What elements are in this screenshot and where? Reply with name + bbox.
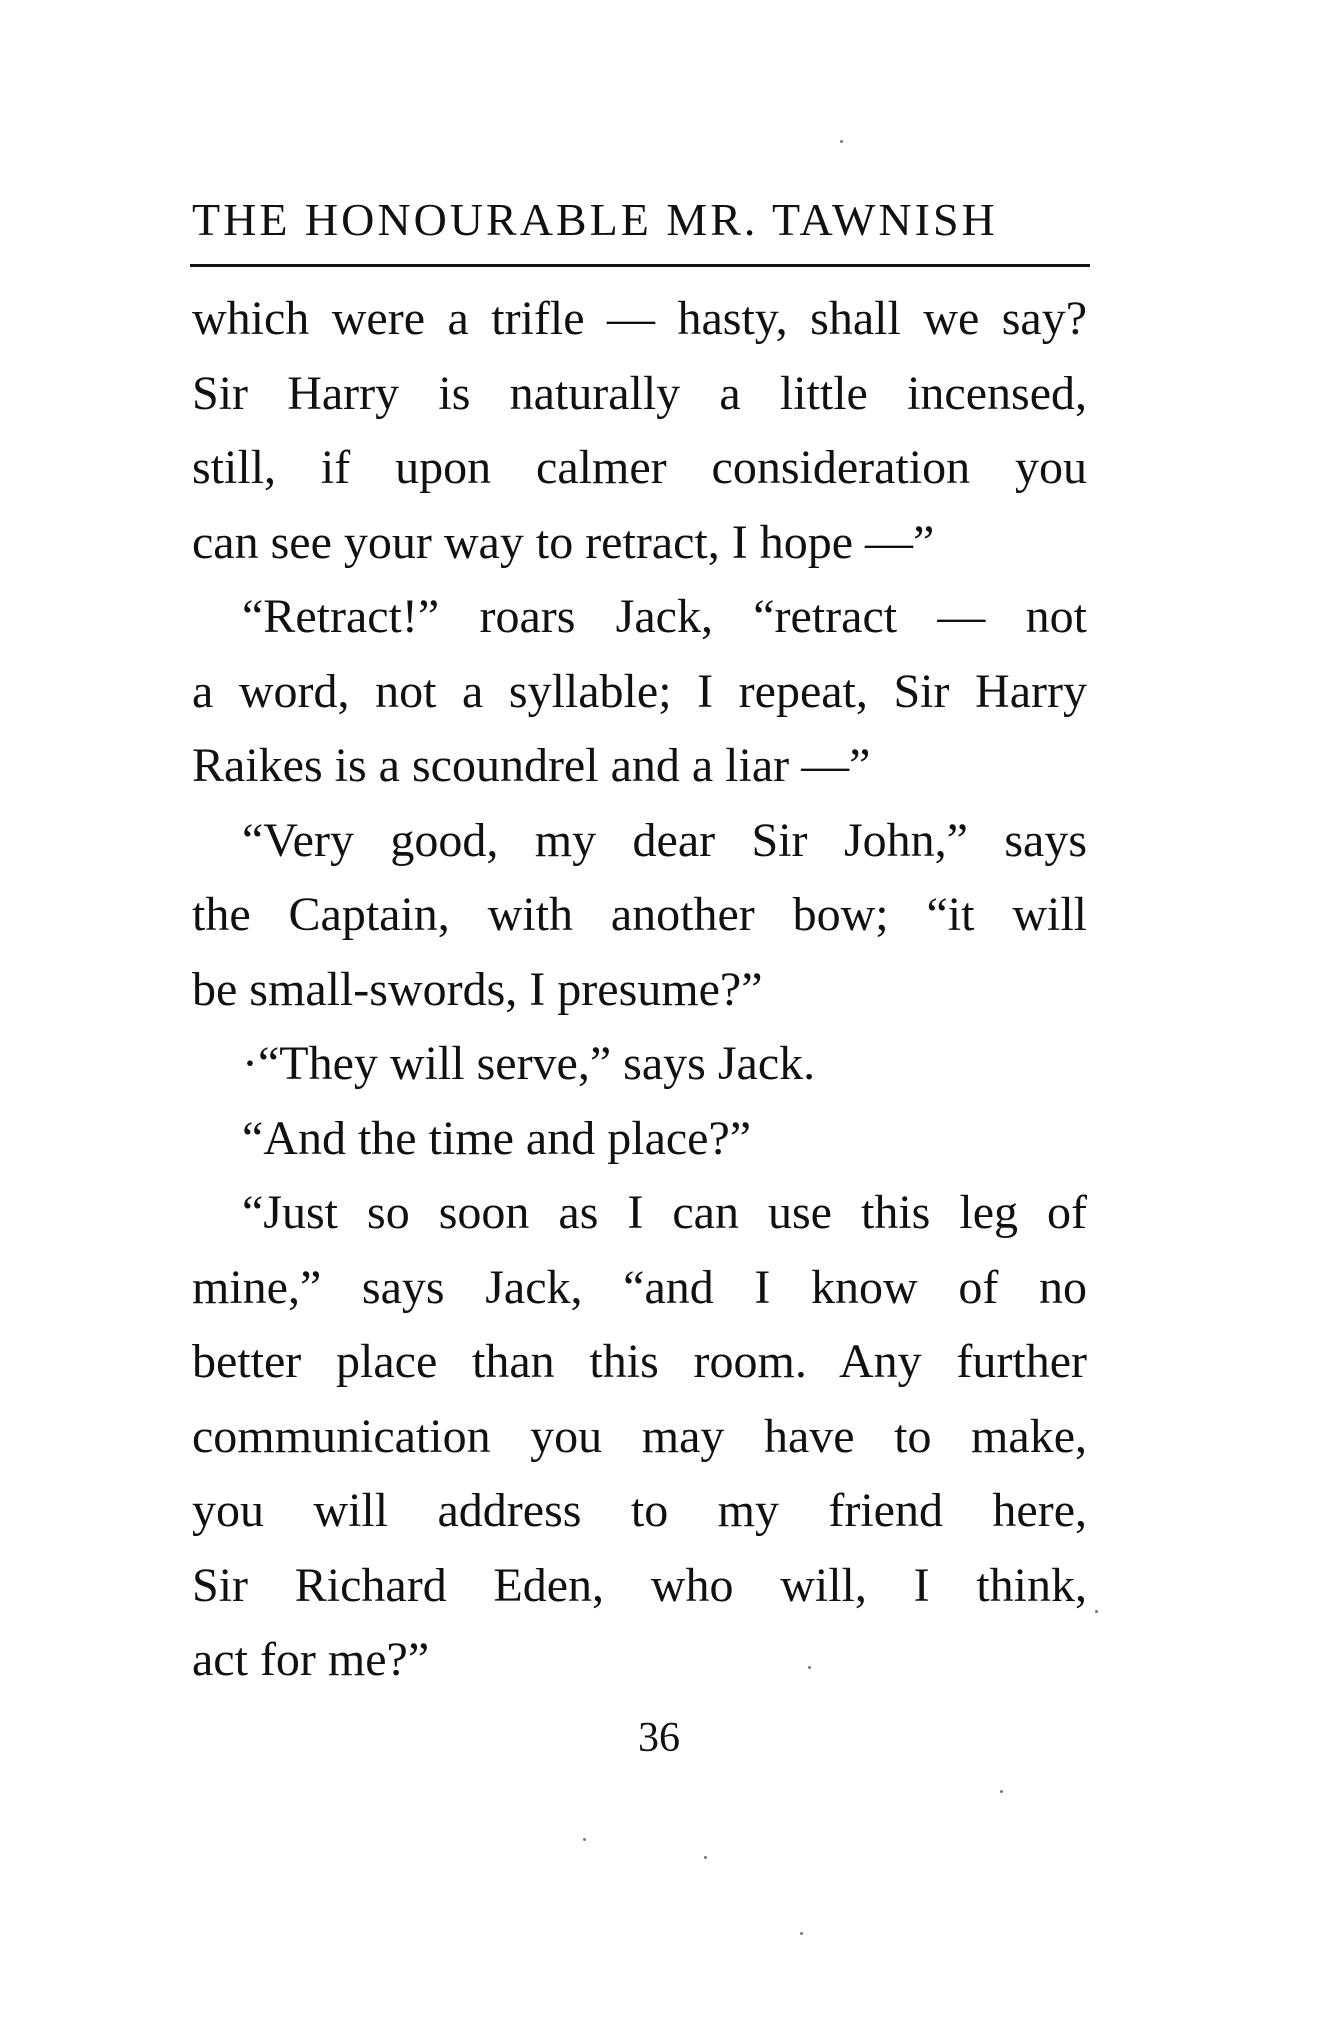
body-text (192, 282, 1087, 1698)
text-line: Sir Harry is naturally a little incensed, (192, 366, 1087, 420)
text-line: which were a trifle — hasty, shall we say? (192, 292, 1087, 345)
text-line: still, if upon calmer consideration you (192, 441, 1087, 494)
text-line: communication you may have to make, (192, 1409, 1087, 1463)
text-line: “And the time and place?” (242, 1111, 752, 1165)
paper-speck (1095, 1610, 1098, 1613)
paper-speck (808, 1666, 811, 1669)
text-line: a word, not a syllable; I repeat, Sir Harry (192, 664, 1087, 718)
paper-speck (1000, 1790, 1003, 1793)
text-line: “Just so soon as I can use this leg of (242, 1186, 1087, 1239)
text-line: the Captain, with another bow; “it will (192, 888, 1087, 941)
text-line: Sir Richard Eden, who will, I think, (192, 1558, 1087, 1612)
page-number: 36 (638, 1715, 680, 1761)
text-line: Raikes is a scoundrel and a liar —” (192, 739, 871, 792)
header-rule (190, 264, 1090, 267)
text-line: “Very good, my dear Sir John,” says (242, 813, 1087, 867)
paper-speck (800, 1932, 803, 1935)
text-line: better place than this room. Any further (192, 1335, 1087, 1388)
text-line: “Retract!” roars Jack, “retract — not (242, 590, 1087, 643)
text-line: can see your way to retract, I hope —” (192, 515, 935, 569)
text-line: mine,” says Jack, “and I know of no (192, 1260, 1087, 1314)
running-head: THE HONOURABLE MR. TAWNISH (192, 194, 998, 245)
text-line: ·“They will serve,” says Jack. (242, 1037, 816, 1090)
paper-speck (704, 1856, 707, 1859)
text-line: you will address to my friend here, (192, 1484, 1087, 1537)
text-line: act for me?” (192, 1633, 430, 1686)
text-line: be small-swords, I presume?” (192, 962, 763, 1016)
paper-speck (583, 1838, 586, 1841)
paper-speck (840, 140, 843, 143)
